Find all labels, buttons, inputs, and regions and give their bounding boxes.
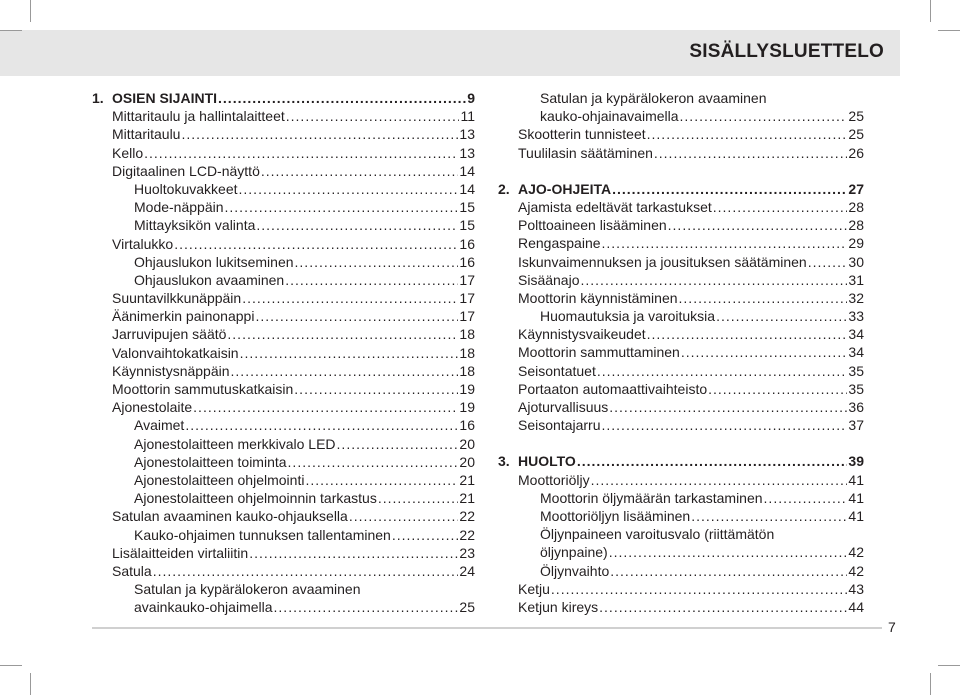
crop-mark xyxy=(938,30,960,31)
toc-entry-title: Ajonestolaitteen ohjelmointi xyxy=(134,471,305,488)
toc-entry-title: Satulan avaaminen kauko-ohjauksella xyxy=(112,508,348,525)
toc-leader-dots xyxy=(261,162,459,180)
toc-entry-title: OSIEN SIJAINTI xyxy=(112,90,218,106)
toc-entry[interactable] xyxy=(498,216,864,234)
toc-entry[interactable] xyxy=(92,398,475,416)
toc-entry-title: Käynnistysvaikeudet xyxy=(518,326,646,343)
toc-page-number: 13 xyxy=(459,126,475,143)
toc-entry-title: Satulan ja kypärälokeron avaaminen xyxy=(134,581,361,598)
toc-entry-title: Mittaritaulu xyxy=(112,126,181,143)
toc-entry-title: Moottorin sammuttaminen xyxy=(518,344,680,361)
toc-page-number: 33 xyxy=(848,308,864,325)
toc-entry[interactable] xyxy=(92,325,475,343)
toc-page-number: 23 xyxy=(459,544,475,561)
toc-entry-title: Kello xyxy=(112,144,144,161)
toc-entry[interactable] xyxy=(92,307,475,325)
toc-entry[interactable] xyxy=(92,180,475,198)
toc-entry[interactable] xyxy=(498,489,864,507)
toc-entry-title: Mittayksikön valinta xyxy=(134,217,256,234)
toc-leader-dots xyxy=(181,125,458,143)
toc-entry-title: Jarruvipujen säätö xyxy=(112,326,227,343)
toc-page-number: 18 xyxy=(459,344,475,361)
toc-leader-dots xyxy=(288,453,459,471)
toc-entry-title: Iskunvaimennuksen ja jousituksen säätäminen xyxy=(518,253,807,270)
toc-page-number: 36 xyxy=(848,399,864,415)
toc-entry[interactable] xyxy=(92,562,475,580)
toc-leader-dots xyxy=(764,489,848,507)
toc-entry[interactable] xyxy=(92,416,475,434)
toc-leader-dots xyxy=(249,544,458,562)
toc-entry-title: Suuntavilkkunäppäin xyxy=(112,290,242,307)
toc-entry-title: Huomautuksia ja varoituksia xyxy=(540,308,716,325)
toc-entry[interactable] xyxy=(498,125,864,143)
toc-section-heading[interactable] xyxy=(498,452,864,470)
toc-leader-dots xyxy=(305,471,458,489)
toc-entry-title: Ajamista edeltävät tarkastukset xyxy=(518,198,712,215)
toc-leader-dots xyxy=(597,362,848,380)
toc-entry-title: Satulan ja kypärälokeron avaaminen xyxy=(540,90,767,106)
toc-leader-dots xyxy=(286,107,460,125)
toc-entry-title: Ajoturvallisuus xyxy=(518,399,609,415)
toc-entry[interactable] xyxy=(498,598,864,616)
toc-page-number: 25 xyxy=(848,126,864,143)
toc-page-number: 18 xyxy=(459,326,475,343)
toc-entry[interactable] xyxy=(498,289,864,307)
toc-entry-title: AJO-OHJEITA xyxy=(518,180,612,197)
toc-entry[interactable] xyxy=(92,216,475,234)
toc-page-number: 16 xyxy=(459,235,475,252)
toc-entry[interactable] xyxy=(92,471,475,489)
crop-mark xyxy=(30,673,31,695)
toc-column-right xyxy=(498,89,864,616)
toc-entry-title: Ketjun kireys xyxy=(518,598,599,615)
toc-page-number: 16 xyxy=(459,253,475,270)
toc-entry[interactable] xyxy=(92,235,475,253)
toc-page-number: 18 xyxy=(459,362,475,379)
toc-page-number: 41 xyxy=(848,471,864,488)
toc-entry[interactable] xyxy=(498,325,864,343)
toc-entry-title: Virtalukko xyxy=(112,235,174,252)
toc-entry-title: Ajonestolaite xyxy=(112,399,193,416)
toc-leader-dots xyxy=(255,307,458,325)
toc-section-number: 2. xyxy=(498,180,510,197)
toc-entry-title: Lisälaitteiden virtaliitin xyxy=(112,544,249,561)
toc-entry[interactable] xyxy=(92,362,475,380)
toc-page-number: 44 xyxy=(848,598,864,615)
toc-entry-title: Ohjauslukon lukitseminen xyxy=(134,253,294,270)
footer-rule xyxy=(92,627,882,629)
toc-entry-title: Sisäänajo xyxy=(518,271,580,288)
toc-leader-dots xyxy=(680,107,848,125)
toc-page-number: 34 xyxy=(848,326,864,343)
page-title: SISÄLLYSLUETTELO xyxy=(689,41,884,62)
toc-entry[interactable] xyxy=(498,580,864,598)
toc-entry[interactable] xyxy=(92,507,475,525)
section-gap xyxy=(498,434,864,452)
toc-entry[interactable] xyxy=(498,507,864,525)
toc-leader-dots xyxy=(239,180,459,198)
toc-leader-dots xyxy=(654,144,848,162)
toc-page-number: 42 xyxy=(848,544,864,561)
toc-leader-dots xyxy=(349,507,459,525)
toc-page-number: 30 xyxy=(848,253,864,270)
toc-entry[interactable] xyxy=(92,598,475,616)
toc-leader-dots xyxy=(378,489,459,507)
page-number: 7 xyxy=(888,619,896,635)
toc-leader-dots xyxy=(295,253,459,271)
toc-entry-title: Moottoriöljy xyxy=(518,471,590,488)
toc-page-number: 15 xyxy=(459,199,475,216)
toc-page-number: 32 xyxy=(848,289,864,306)
toc-page-number: 13 xyxy=(459,144,475,161)
toc-entry-title: avainkauko-ohjaimella xyxy=(134,599,273,616)
toc-entry-title: Satula xyxy=(112,562,152,579)
toc-leader-dots xyxy=(647,125,848,143)
toc-leader-dots xyxy=(668,216,848,234)
toc-page-number: 39 xyxy=(848,453,864,470)
toc-entry-title: Seisontajarru xyxy=(518,417,601,434)
toc-page-number: 43 xyxy=(848,580,864,597)
toc-leader-dots xyxy=(602,416,848,434)
toc-entry[interactable] xyxy=(498,416,864,434)
toc-entry-title: Kauko-ohjaimen tunnuksen tallentaminen xyxy=(134,526,391,543)
toc-entry[interactable] xyxy=(498,89,864,107)
toc-entry-title: Moottorin käynnistäminen xyxy=(518,289,678,306)
toc-entry[interactable] xyxy=(92,435,475,453)
toc-entry[interactable] xyxy=(92,526,475,544)
toc-leader-dots xyxy=(227,325,458,343)
toc-section-heading[interactable] xyxy=(498,180,864,198)
toc-leader-dots xyxy=(708,380,847,398)
toc-entry-title: Moottorin öljymäärän tarkastaminen xyxy=(540,489,763,506)
toc-entry[interactable] xyxy=(92,253,475,271)
toc-page-number: 29 xyxy=(848,235,864,252)
toc-leader-dots xyxy=(577,452,848,470)
toc-entry-title: Huoltokuvakkeet xyxy=(134,180,238,197)
toc-entry[interactable] xyxy=(92,380,475,398)
toc-entry-title: Öljynpaineen varoitusvalo (riittämätön xyxy=(540,526,775,543)
toc-page-number: 42 xyxy=(848,562,864,579)
toc-leader-dots xyxy=(610,562,847,580)
toc-entry-title: Öljynvaihto xyxy=(540,562,610,579)
toc-entry-title: Mittaritaulu ja hallintalaitteet xyxy=(112,108,285,125)
toc-leader-dots xyxy=(609,398,847,416)
toc-page-number: 19 xyxy=(459,381,475,397)
toc-entry-title: Ajonestolaitteen toiminta xyxy=(134,453,287,470)
crop-mark xyxy=(0,30,22,31)
toc-entry-title: HUOLTO xyxy=(518,453,576,470)
toc-leader-dots xyxy=(647,325,848,343)
toc-page-number: 14 xyxy=(459,162,475,179)
toc-page-number: 20 xyxy=(459,435,475,452)
toc-entry-title: Portaaton automaattivaihteisto xyxy=(518,380,708,397)
toc-page-number: 27 xyxy=(848,180,864,197)
toc-page-number: 41 xyxy=(848,489,864,506)
toc-leader-dots xyxy=(285,271,458,289)
toc-entry-title: kauko-ohjainavaimella xyxy=(540,108,679,125)
toc-leader-dots xyxy=(602,234,848,252)
toc-entry[interactable] xyxy=(92,125,475,143)
toc-entry-title: Käynnistysnäppäin xyxy=(112,362,230,379)
toc-section-number: 1. xyxy=(92,90,104,106)
toc-leader-dots xyxy=(581,271,848,289)
toc-entry[interactable] xyxy=(498,271,864,289)
toc-page-number: 11 xyxy=(460,108,475,125)
toc-entry[interactable] xyxy=(498,362,864,380)
toc-entry-title: Ajonestolaitteen ohjelmoinnin tarkastus xyxy=(134,490,377,507)
toc-section-number: 3. xyxy=(498,453,510,470)
toc-entry[interactable] xyxy=(92,580,475,598)
section-gap xyxy=(498,162,864,180)
toc-entry[interactable] xyxy=(498,253,864,271)
toc-page-number: 35 xyxy=(848,362,864,379)
toc-leader-dots xyxy=(679,289,848,307)
toc-page-number: 21 xyxy=(459,471,475,488)
toc-entry-title: Moottoriöljyn lisääminen xyxy=(540,507,691,524)
toc-entry-title: Mode-näppäin xyxy=(134,199,224,216)
toc-entry[interactable] xyxy=(92,344,475,362)
toc-entry[interactable] xyxy=(92,162,475,180)
toc-entry-title: Ajonestolaitteen merkkivalo LED xyxy=(134,435,336,452)
toc-leader-dots xyxy=(808,253,848,271)
toc-entry[interactable] xyxy=(498,398,864,416)
toc-entry-title: Skootterin tunnisteet xyxy=(518,126,646,143)
toc-entry-title: Polttoaineen lisääminen xyxy=(518,217,667,234)
toc-leader-dots xyxy=(193,398,458,416)
toc-entry-title: Tuulilasin säätäminen xyxy=(518,144,653,161)
toc-leader-dots xyxy=(218,89,466,107)
toc-entry[interactable] xyxy=(92,489,475,507)
toc-entry[interactable] xyxy=(92,144,475,162)
crop-mark xyxy=(0,665,22,666)
toc-leader-dots xyxy=(185,416,458,434)
toc-entry[interactable] xyxy=(498,562,864,580)
toc-entry[interactable] xyxy=(92,271,475,289)
toc-entry-title: Valonvaihtokatkaisin xyxy=(112,344,239,361)
toc-entry-title: Moottorin sammutuskatkaisin xyxy=(112,381,294,397)
toc-page-number: 26 xyxy=(848,144,864,161)
toc-leader-dots xyxy=(144,144,458,162)
toc-leader-dots xyxy=(240,344,459,362)
toc-entry-title: Ohjauslukon avaaminen xyxy=(134,271,285,288)
toc-page-number: 9 xyxy=(467,90,475,106)
crop-mark xyxy=(930,0,931,22)
toc-leader-dots xyxy=(713,198,848,216)
toc-page-number: 17 xyxy=(459,290,475,307)
toc-leader-dots xyxy=(225,198,459,216)
toc-page-number: 22 xyxy=(459,508,475,525)
toc-entry-title: Avaimet xyxy=(134,417,185,434)
toc-entry[interactable] xyxy=(498,543,864,561)
toc-column-left xyxy=(92,89,475,616)
toc-page-number: 25 xyxy=(459,599,475,616)
toc-entry[interactable] xyxy=(92,107,475,125)
toc-leader-dots xyxy=(153,562,459,580)
toc-leader-dots xyxy=(551,580,848,598)
toc-entry-title: Rengaspaine xyxy=(518,235,601,252)
toc-entry[interactable] xyxy=(498,307,864,325)
toc-page-number: 37 xyxy=(848,417,864,434)
toc-page-number: 34 xyxy=(848,344,864,361)
toc-entry[interactable] xyxy=(498,343,864,361)
toc-leader-dots xyxy=(242,289,458,307)
toc-page-number: 22 xyxy=(459,526,475,543)
toc-entry[interactable] xyxy=(498,198,864,216)
toc-page-number: 19 xyxy=(459,399,475,416)
toc-entry[interactable] xyxy=(92,289,475,307)
toc-leader-dots xyxy=(274,598,459,616)
toc-leader-dots xyxy=(392,526,459,544)
toc-page-number: 15 xyxy=(459,217,475,234)
toc-entry[interactable] xyxy=(498,107,864,125)
toc-leader-dots xyxy=(591,471,848,489)
toc-entry[interactable] xyxy=(498,380,864,398)
toc-page-number: 35 xyxy=(848,380,864,397)
toc-entry[interactable] xyxy=(498,525,864,543)
toc-leader-dots xyxy=(256,216,458,234)
toc-entry-title: Äänimerkin painonappi xyxy=(112,308,255,325)
toc-leader-dots xyxy=(681,343,848,361)
crop-mark xyxy=(30,0,31,22)
toc-page-number: 28 xyxy=(848,198,864,215)
toc-entry[interactable] xyxy=(498,471,864,489)
toc-leader-dots xyxy=(599,598,847,616)
toc-leader-dots xyxy=(609,543,848,561)
crop-mark xyxy=(938,665,960,666)
toc-entry[interactable] xyxy=(92,198,475,216)
toc-section-heading[interactable] xyxy=(92,89,475,107)
toc-leader-dots xyxy=(231,362,459,380)
toc-page-number: 24 xyxy=(459,562,475,579)
toc-leader-dots xyxy=(716,307,847,325)
toc-page-number: 41 xyxy=(848,507,864,524)
toc-page-number: 17 xyxy=(459,271,475,288)
toc-entry[interactable] xyxy=(498,234,864,252)
toc-leader-dots xyxy=(612,180,847,198)
toc-page-number: 16 xyxy=(459,417,475,434)
toc-entry[interactable] xyxy=(92,453,475,471)
toc-page-number: 28 xyxy=(848,217,864,234)
toc-leader-dots xyxy=(691,507,847,525)
toc-entry[interactable] xyxy=(92,544,475,562)
toc-page-number: 17 xyxy=(459,308,475,325)
toc-entry-title: öljynpaine) xyxy=(540,544,608,561)
crop-mark xyxy=(930,673,931,695)
toc-page-number: 31 xyxy=(848,271,864,288)
toc-page-number: 25 xyxy=(848,108,864,125)
toc-leader-dots xyxy=(337,435,459,453)
toc-page-number: 14 xyxy=(459,180,475,197)
toc-page-number: 21 xyxy=(459,490,475,507)
toc-leader-dots xyxy=(174,235,458,253)
toc-entry[interactable] xyxy=(498,144,864,162)
toc-entry-title: Ketju xyxy=(518,580,550,597)
toc-entry-title: Seisontatuet xyxy=(518,362,596,379)
toc-page-number: 20 xyxy=(459,453,475,470)
toc-leader-dots xyxy=(294,380,458,398)
toc-entry-title: Digitaalinen LCD-näyttö xyxy=(112,162,260,179)
